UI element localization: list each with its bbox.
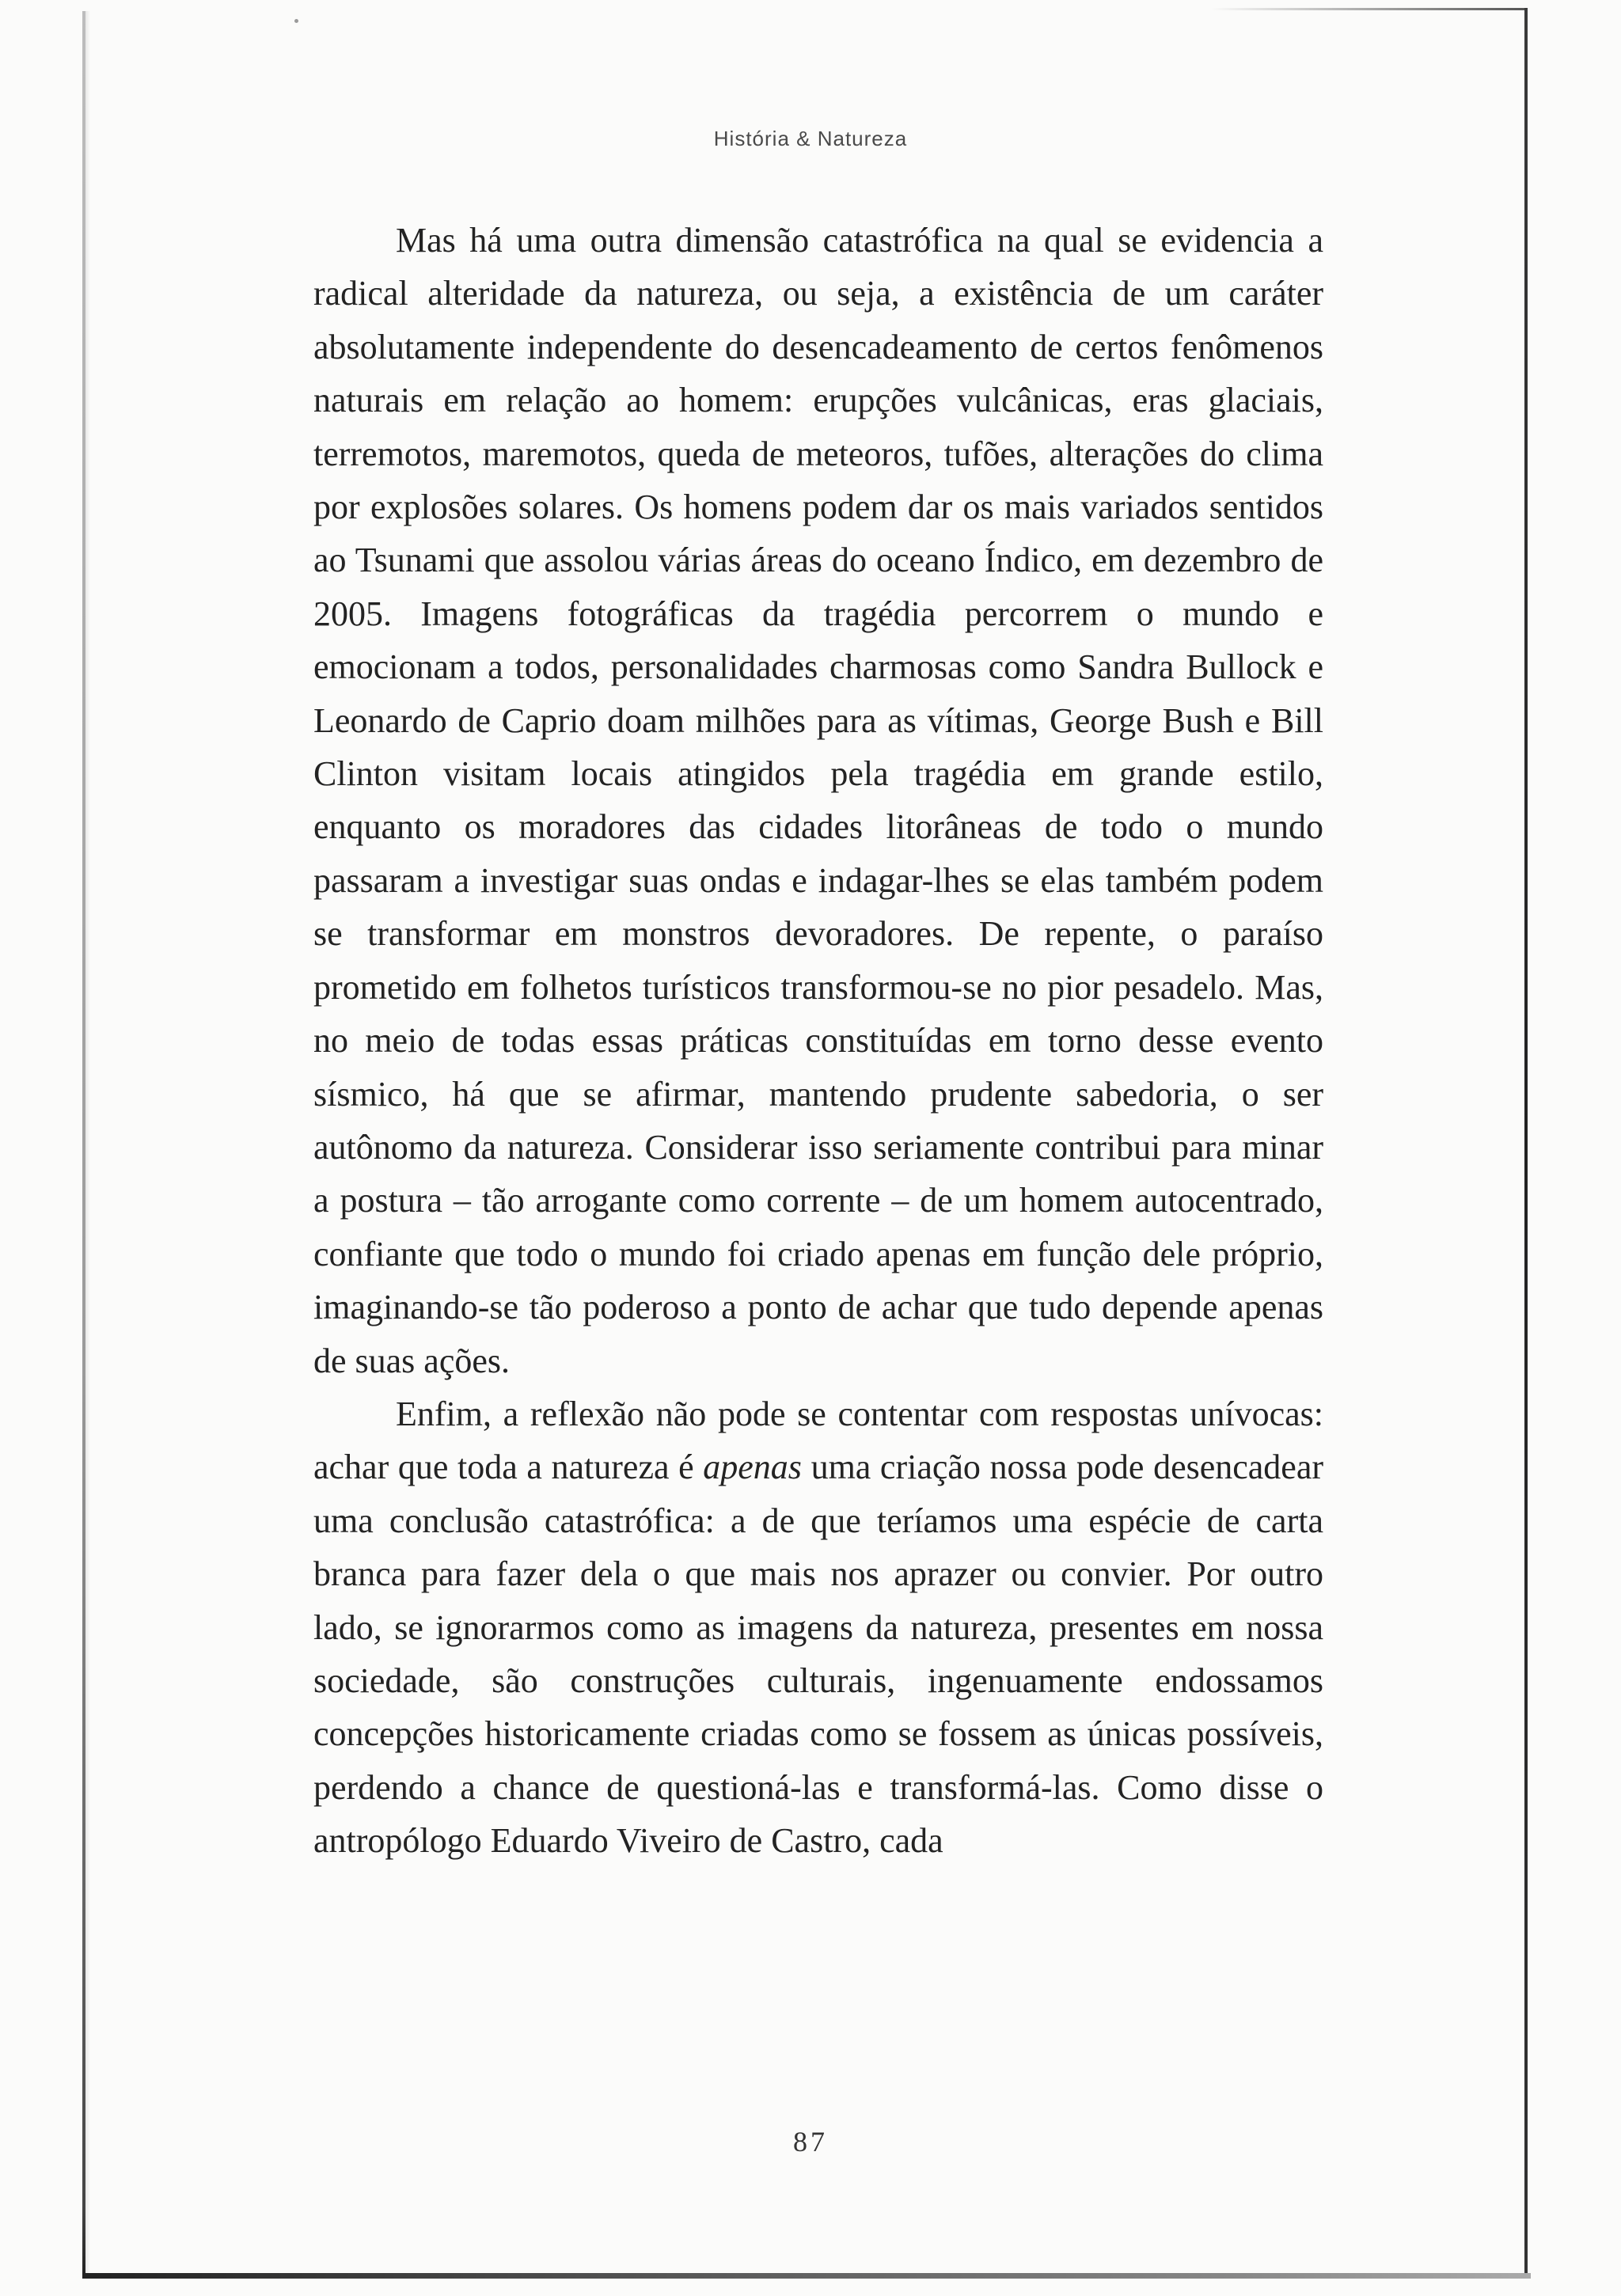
scan-speck <box>294 19 298 23</box>
running-head: História & Natureza <box>713 127 908 150</box>
page-edge-right <box>1524 8 1528 2276</box>
paragraph-2-end: uma criação nossa pode desencadear uma conclusão catastrófica: a de que teríamos uma espécie de carta branca para fazer dela o que mais nos aprazer ou convier. Por outro lado, se ignorarmos como as imagens da natureza, presentes em nossa sociedade, são construções culturais, ingenuamente endossamos concepções historicamente criadas como se fossem as únicas possíveis, perdendo a chance de questioná-las e transformá-las. Como disse o antropólogo Eduardo Viveiro de Castro, cada <box>313 1448 1324 1861</box>
page-edge-top <box>1211 8 1526 10</box>
paragraph-2-start: Enfim, a reflexão não pode se contentar com respostas unívocas: achar que toda a natureza é <box>313 1394 1323 1487</box>
page-number: 87 <box>793 2126 828 2157</box>
page-edge-left-shadow <box>85 11 90 2275</box>
page-edge-bottom <box>82 2273 1531 2279</box>
emphasis-apenas: apenas <box>703 1448 802 1487</box>
paragraph-1: Mas há uma outra dimensão catastrófica na qual se evidencia a radical alteridade da natureza, ou seja, a existência de um caráter absolutamente independente do desencadeamento de certos fenômenos naturais em relação ao homem: erupções vulcânicas, eras glaciais, terremotos, maremotos, queda de meteoros, tufões, alterações do clima por explosões solares. Os homens podem dar os mais variados sentidos ao Tsunami que assolou várias áreas do oceano Índico, em dezembro de 2005. Imagens fotográficas da tragédia percorrem o mundo e emocionam a todos, personalidades charmosas como Sandra Bullock e Leonardo de Caprio doam milhões para as vítimas, George Bush e Bill Clinton visitam locais atingidos pela tragédia em grande estilo, enquanto os moradores das cidades litorâneas de todo o mundo passaram a investigar suas ondas e indagar-lhes se elas também podem se transformar em monstros devoradores. De repente, o paraíso prometido em folhetos turísticos transformou-se no pior pesadelo. Mas, no meio de todas essas práticas constituídas em torno desse evento sísmico, há que se afirmar, mantendo prudente sabedoria, o ser autônomo da natureza. Considerar isso seriamente contribui para minar a postura – tão arrogante como corrente – de um homem autocentrado, confiante que todo o mundo foi criado apenas em função dele próprio, imaginando-se tão poderoso a ponto de achar que tudo depende apenas de suas ações. <box>313 221 1323 1380</box>
paragraph-2 <box>313 1387 1323 1868</box>
body-text <box>313 214 1323 1868</box>
